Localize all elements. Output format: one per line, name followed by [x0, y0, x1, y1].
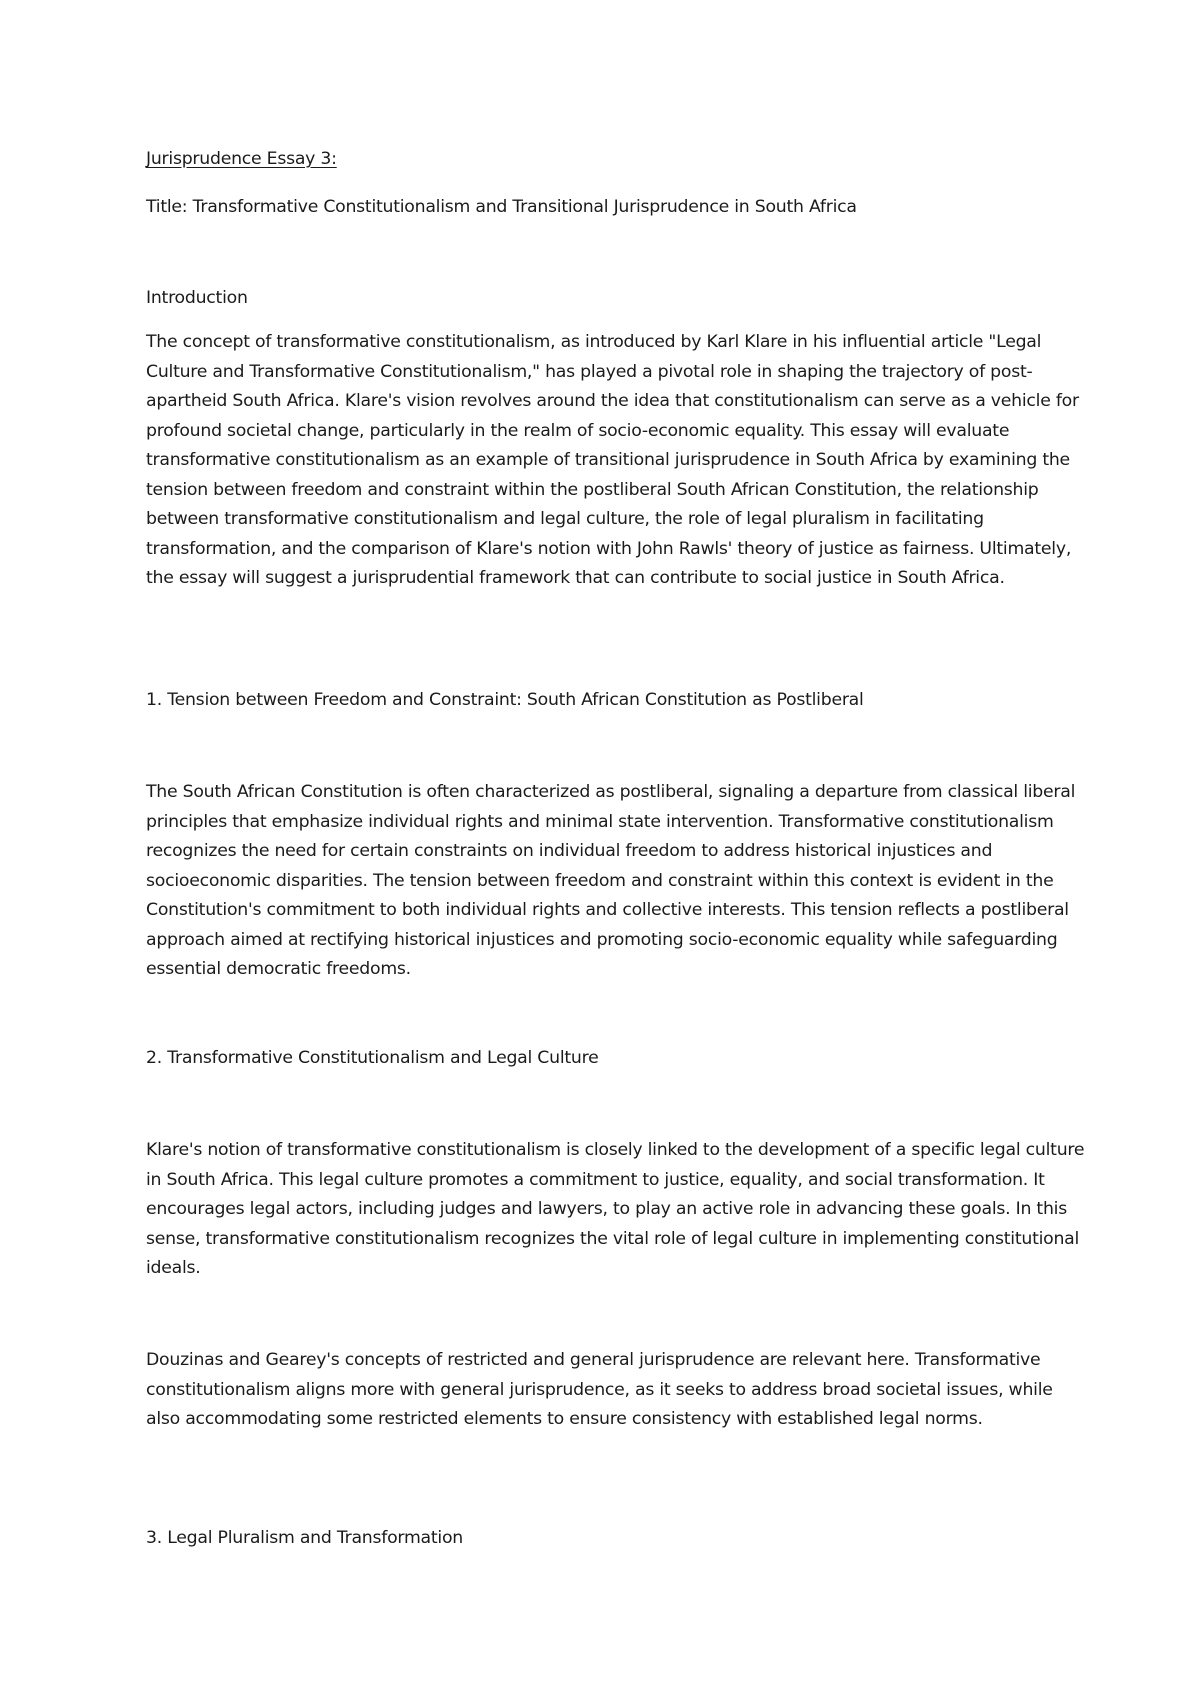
section2-paragraph-1: Klare's notion of transformative constitutionalism is closely linked to the development of a specific legal culture in South Africa. This legal culture promotes a commitment to justice, equality, and social transformation. It encourages legal actors, including judges and lawyers, to play an active role in advancing these goals. In this sense, transformative constitutionalism recognizes the vital role of legal culture in implementing constitutional ideals.: [146, 1140, 1085, 1278]
section2-heading: 2. Transformative Constitutionalism and Legal Culture: [146, 1048, 599, 1068]
section2-paragraph-2: Douzinas and Gearey's concepts of restricted and general jurisprudence are relevant here. Transformative constitutionalism aligns more with general jurisprudence, as it seeks to address broad societal issues, while also accommodating some restricted elements to ensure consistency with established legal norms.: [146, 1350, 1053, 1429]
intro-heading: Introduction: [146, 288, 248, 308]
essay-title: Title: Transformative Constitutionalism and Transitional Jurisprudence in South Africa: [146, 197, 857, 217]
section1-heading: 1. Tension between Freedom and Constraint: South African Constitution as Postliberal: [146, 690, 864, 710]
section1-paragraph: The South African Constitution is often characterized as postliberal, signaling a departure from classical liberal principles that emphasize individual rights and minimal state intervention. Transformative constitutionalism recognizes the need for certain constraints on individual freedom to address historical injustices and socioeconomic disparities. The tension between freedom and constraint within this context is evident in the Constitution's commitment to both individual rights and collective interests. This tension reflects a postliberal approach aimed at rectifying historical injustices and promoting socio-economic equality while safeguarding essential democratic freedoms.: [146, 782, 1076, 979]
essay-label: Jurisprudence Essay 3:: [146, 149, 337, 169]
intro-paragraph: The concept of transformative constitutionalism, as introduced by Karl Klare in his influential article "Legal Culture and Transformative Constitutionalism," has played a pivotal role in shaping the trajectory of post-apartheid South Africa. Klare's vision revolves around the idea that constitutionalism can serve as a vehicle for profound societal change, particularly in the realm of socio-economic equality. This essay will evaluate transformative constitutionalism as an example of transitional jurisprudence in South Africa by examining the tension between freedom and constraint within the postliberal South African Constitution, the relationship between transformative constitutionalism and legal culture, the role of legal pluralism in facilitating transformation, and the comparison of Klare's notion with John Rawls' theory of justice as fairness. Ultimately, the essay will suggest a jurisprudential framework that can contribute to social justice in South Africa.: [146, 332, 1079, 588]
section3-heading: 3. Legal Pluralism and Transformation: [146, 1528, 463, 1548]
